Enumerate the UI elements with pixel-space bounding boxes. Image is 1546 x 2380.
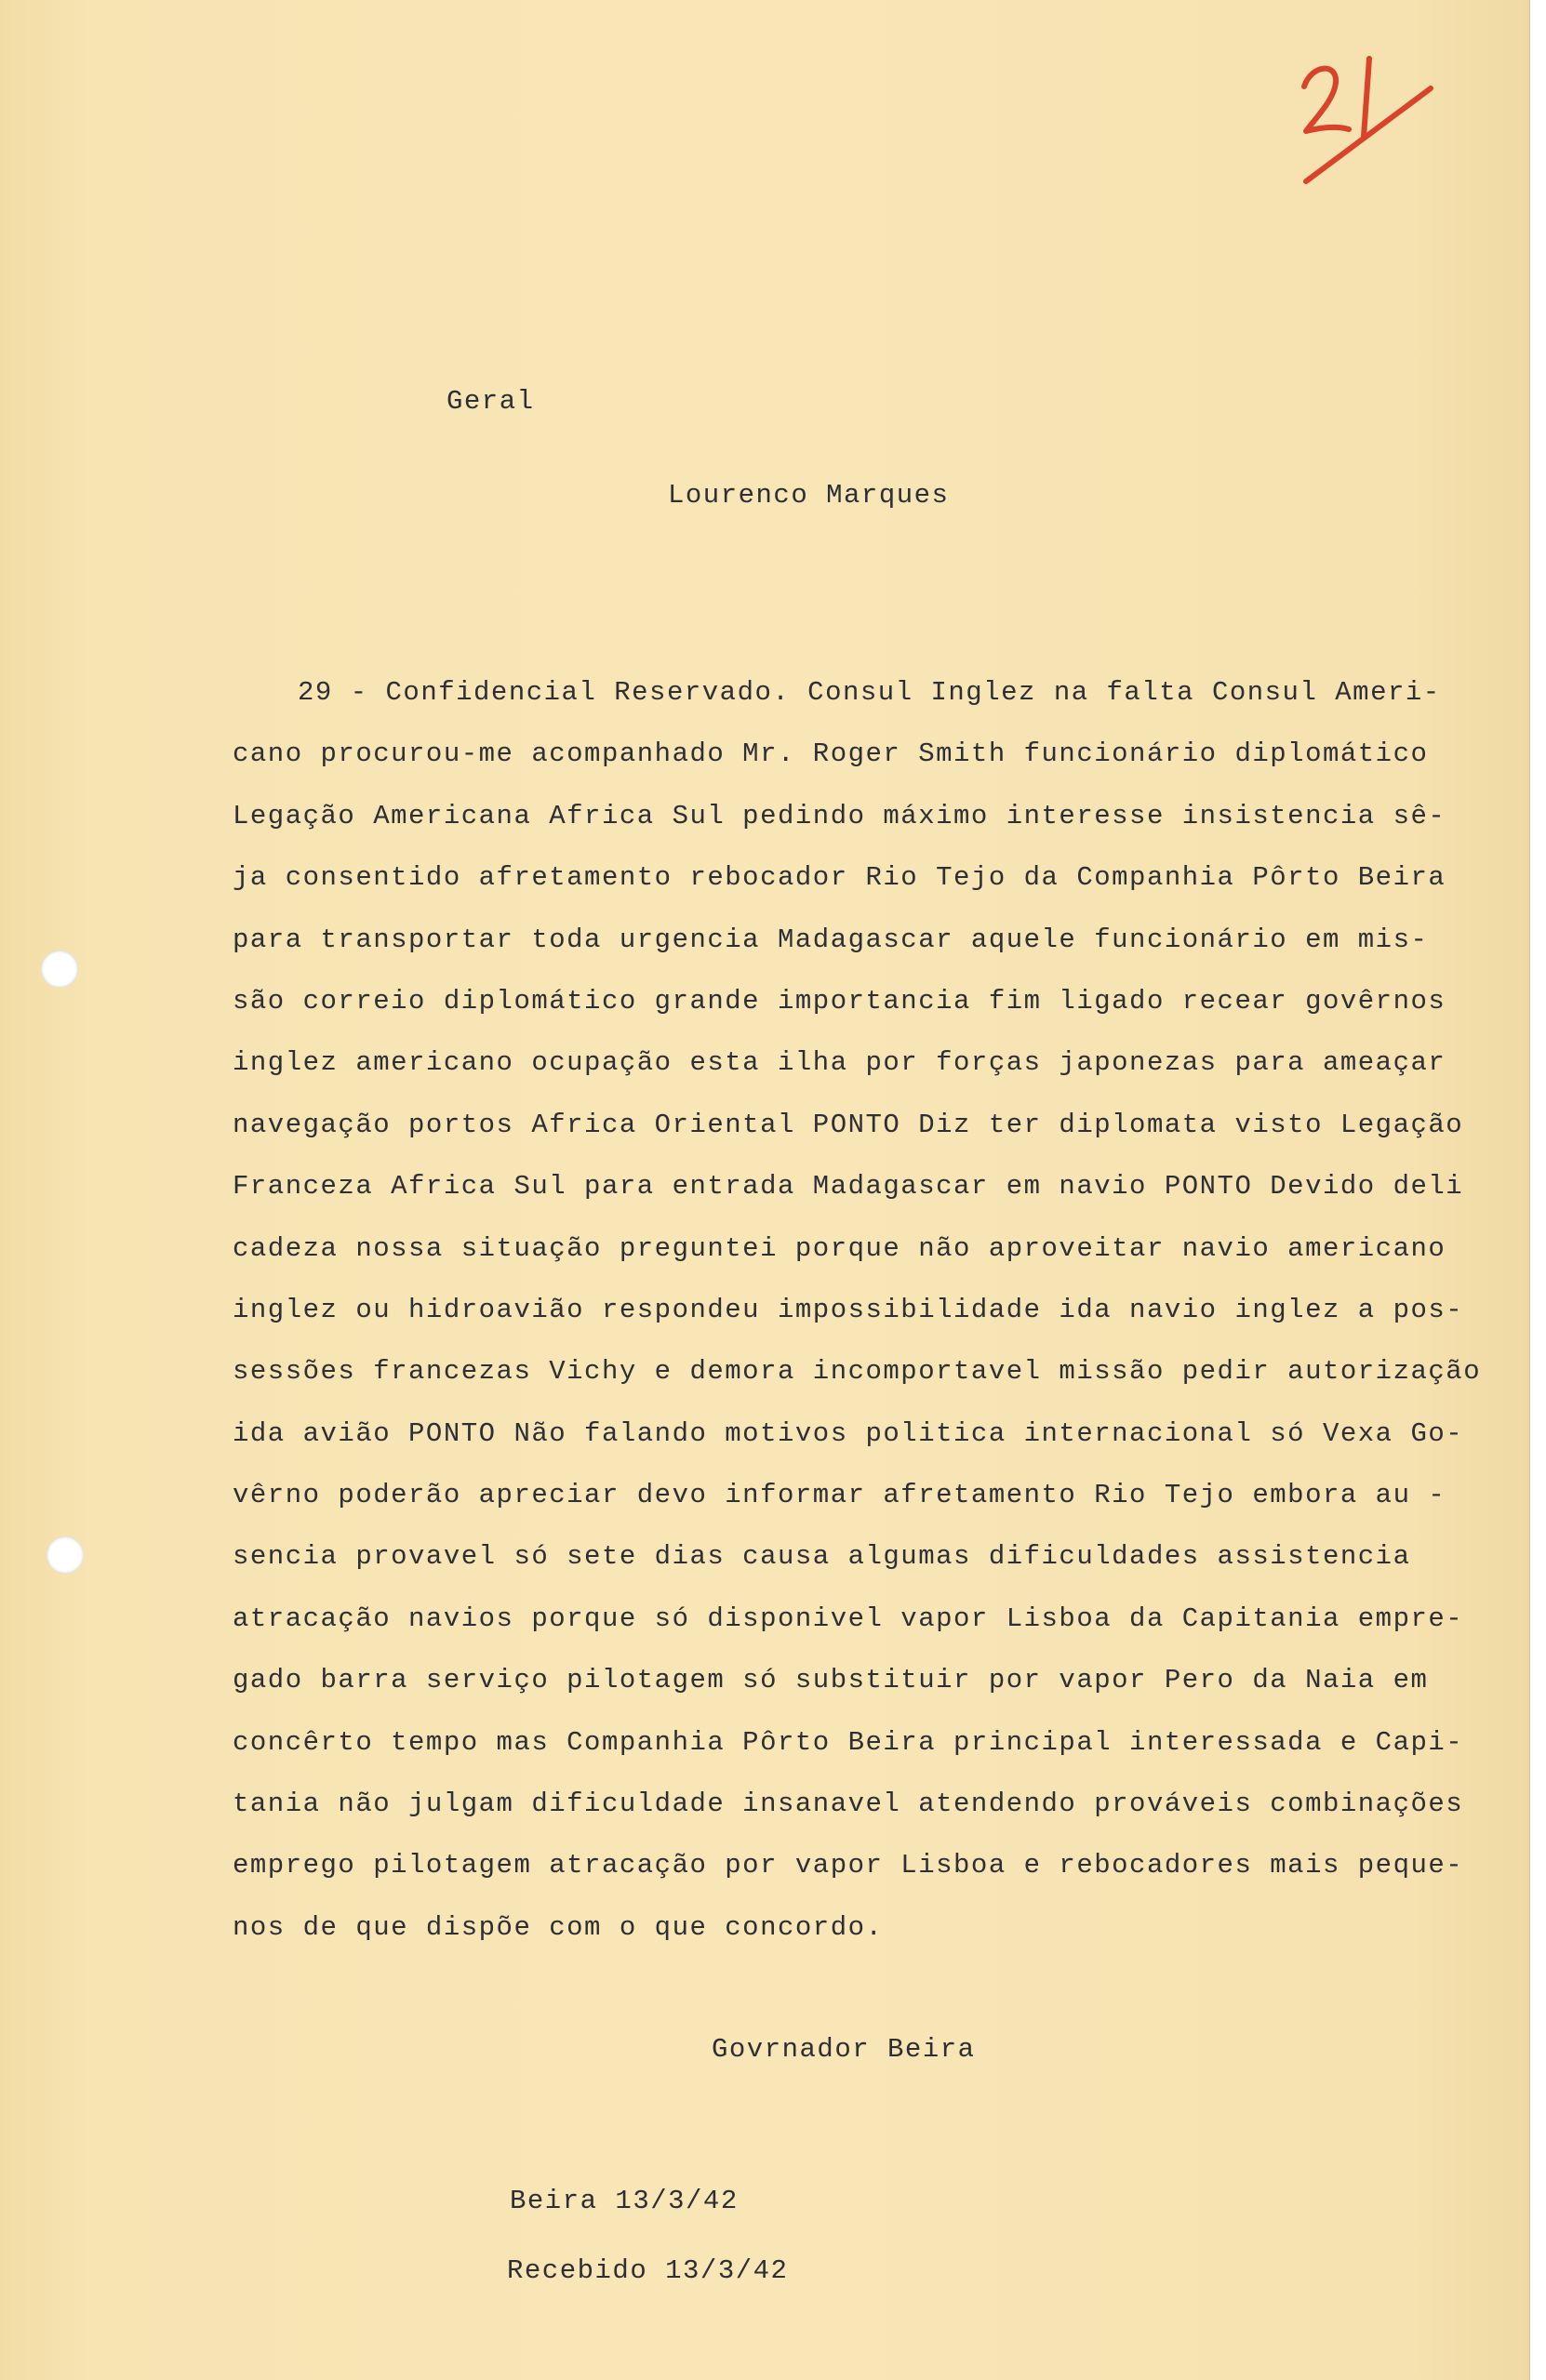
- body-line: sessões francezas Vichy e demora incomportavel missão pedir autorização: [233, 1356, 1482, 1388]
- body-line: navegação portos Africa Oriental PONTO Diz ter diplomata visto Legação: [233, 1109, 1464, 1140]
- body-line: nos de que dispõe com o que concordo.: [233, 1911, 884, 1943]
- body-line: ida avião PONTO Não falando motivos politica internacional só Vexa Go-: [233, 1417, 1464, 1449]
- body-line: são correio diplomático grande importancia fim ligado recear govêrnos: [233, 985, 1446, 1017]
- body-line: tania não julgam dificuldade insanavel atendendo prováveis combinações: [233, 1788, 1464, 1820]
- punch-hole: [41, 951, 78, 988]
- body-line: inglez americano ocupação esta ilha por forças japonezas para ameaçar: [233, 1047, 1446, 1079]
- folio-number-mark: [1284, 51, 1442, 191]
- body-line: atracação navios porque só disponivel vapor Lisboa da Capitania empre-: [233, 1602, 1464, 1634]
- signature: Govrnador Beira: [712, 2034, 976, 2065]
- body-line: 29 - Confidencial Reservado. Consul Inglez na falta Consul Ameri-: [298, 677, 1441, 708]
- destination-line: Lourenco Marques: [668, 480, 950, 511]
- body-line: gado barra serviço pilotagem só substituir por vapor Pero da Naia em: [233, 1665, 1429, 1696]
- punch-hole: [47, 1536, 84, 1574]
- body-line: para transportar toda urgencia Madagascar aquele funcionário em mis-: [233, 924, 1429, 955]
- body-line: emprego pilotagem atracação por vapor Lisboa e rebocadores mais peque-: [233, 1850, 1464, 1881]
- sent-date: Beira 13/3/42: [510, 2186, 739, 2216]
- body-line: vêrno poderão apreciar devo informar afretamento Rio Tejo embora au -: [233, 1480, 1446, 1511]
- body-line: cadeza nossa situação preguntei porque não aproveitar navio americano: [233, 1232, 1446, 1264]
- telegram-body: [233, 662, 1535, 1959]
- received-date: Recebido 13/3/42: [507, 2255, 789, 2286]
- body-line: sencia provavel só sete dias causa algumas dificuldades assistencia: [233, 1541, 1411, 1573]
- body-line: Legação Americana Africa Sul pedindo máximo interesse insistencia sê-: [233, 800, 1446, 831]
- body-line: ja consentido afretamento rebocador Rio Tejo da Companhia Pôrto Beira: [233, 862, 1446, 894]
- document-heading: Geral: [446, 386, 535, 417]
- body-line: inglez ou hidroavião respondeu impossibilidade ida navio inglez a pos-: [233, 1294, 1464, 1325]
- body-line: Franceza Africa Sul para entrada Madagascar em navio PONTO Devido deli: [233, 1171, 1464, 1203]
- body-line: concêrto tempo mas Companhia Pôrto Beira principal interessada e Capi-: [233, 1726, 1464, 1758]
- body-line: cano procurou-me acompanhado Mr. Roger Smith funcionário diplomático: [233, 738, 1429, 770]
